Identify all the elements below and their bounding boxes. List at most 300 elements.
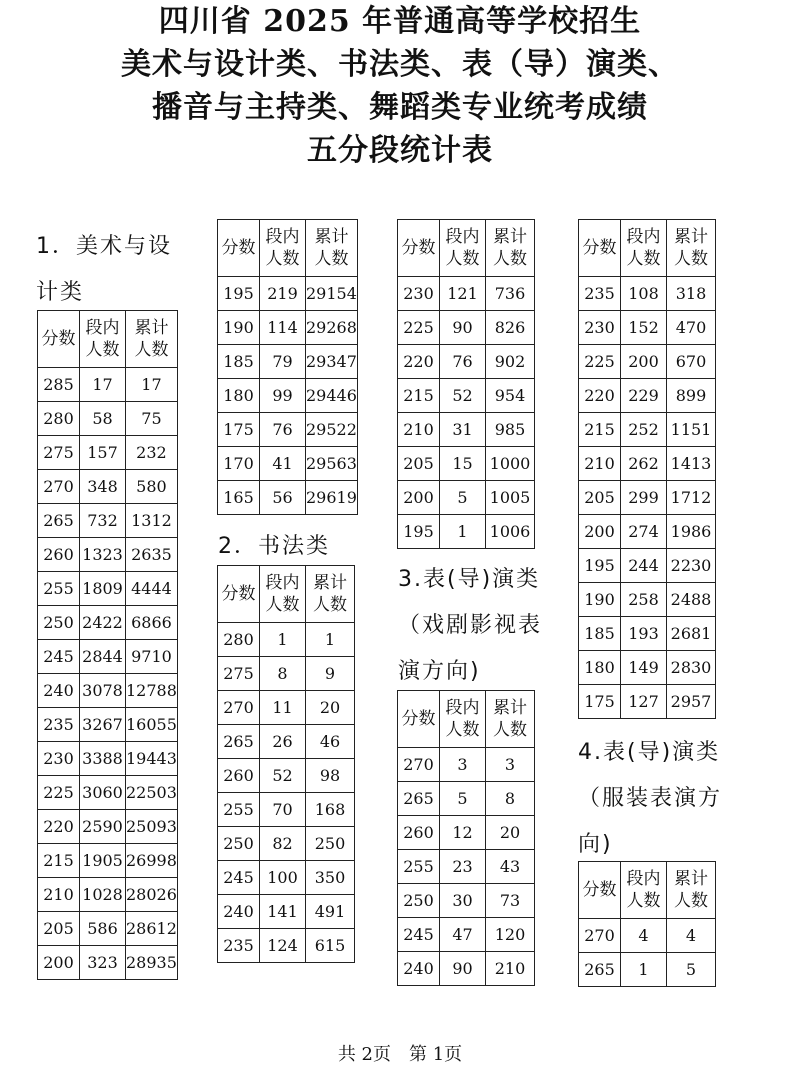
- cumulative-count-cell: 4444: [126, 572, 178, 606]
- score-table-art-part2: [217, 219, 358, 515]
- section-label-line: 计类: [36, 280, 85, 305]
- table-row: [579, 447, 716, 481]
- score-cell: 250: [398, 884, 440, 918]
- table-row: [38, 572, 178, 606]
- table-header-row: [579, 220, 716, 277]
- table-row: [579, 345, 716, 379]
- cumulative-count-cell: 168: [306, 793, 355, 827]
- table-row: [38, 606, 178, 640]
- score-cell: 245: [38, 640, 80, 674]
- cumulative-count-cell: 16055: [126, 708, 178, 742]
- table-row: [398, 515, 535, 549]
- title-line-1: 四川省 2025 年普通高等学校招生: [158, 4, 642, 39]
- table-header-row: [398, 691, 535, 748]
- score-cell: 245: [218, 861, 260, 895]
- header-cumulative-count: 累计人数: [486, 691, 535, 748]
- segment-count-cell: 586: [80, 912, 126, 946]
- score-cell: 230: [579, 311, 621, 345]
- score-cell: 265: [579, 953, 621, 987]
- segment-count-cell: 2844: [80, 640, 126, 674]
- segment-count-cell: 47: [440, 918, 486, 952]
- segment-count-cell: 141: [260, 895, 306, 929]
- table-row: [38, 470, 178, 504]
- table-row: [38, 402, 178, 436]
- table-row: [218, 691, 355, 725]
- cumulative-count-cell: 120: [486, 918, 535, 952]
- score-cell: 275: [38, 436, 80, 470]
- score-cell: 210: [398, 413, 440, 447]
- score-cell: 250: [38, 606, 80, 640]
- score-cell: 210: [38, 878, 80, 912]
- table-row: [398, 277, 535, 311]
- cumulative-count-cell: 1312: [126, 504, 178, 538]
- title-line-3: 播音与主持类、舞蹈类专业统考成绩: [152, 90, 648, 125]
- cumulative-count-cell: 954: [486, 379, 535, 413]
- header-cumulative-count: 累计人数: [306, 220, 358, 277]
- segment-count-cell: 149: [621, 651, 667, 685]
- header-score: 分数: [398, 220, 440, 277]
- cumulative-count-cell: 470: [667, 311, 716, 345]
- table-row: [218, 345, 358, 379]
- segment-count-cell: 4: [621, 919, 667, 953]
- segment-count-cell: 5: [440, 481, 486, 515]
- table-row: [579, 651, 716, 685]
- header-score: 分数: [218, 566, 260, 623]
- cumulative-count-cell: 29347: [306, 345, 358, 379]
- table-row: [218, 861, 355, 895]
- cumulative-count-cell: 232: [126, 436, 178, 470]
- cumulative-count-cell: 9710: [126, 640, 178, 674]
- header-score: 分数: [398, 691, 440, 748]
- table-header-row: [38, 311, 178, 368]
- cumulative-count-cell: 98: [306, 759, 355, 793]
- segment-count-cell: 23: [440, 850, 486, 884]
- cumulative-count-cell: 1712: [667, 481, 716, 515]
- header-segment-count: 段内人数: [260, 566, 306, 623]
- table-row: [218, 311, 358, 345]
- section-label-line: 向): [578, 832, 613, 857]
- table-row: [218, 277, 358, 311]
- header-cumulative-count: 累计人数: [667, 862, 716, 919]
- segment-count-cell: 252: [621, 413, 667, 447]
- table-row: [398, 782, 535, 816]
- score-cell: 215: [398, 379, 440, 413]
- cumulative-count-cell: 28612: [126, 912, 178, 946]
- segment-count-cell: 152: [621, 311, 667, 345]
- table-row: [218, 413, 358, 447]
- score-cell: 165: [218, 481, 260, 515]
- cumulative-count-cell: 29446: [306, 379, 358, 413]
- score-cell: 175: [218, 413, 260, 447]
- score-cell: 230: [38, 742, 80, 776]
- segment-count-cell: 244: [621, 549, 667, 583]
- cumulative-count-cell: 20: [486, 816, 535, 850]
- header-cumulative-count: 累计人数: [486, 220, 535, 277]
- header-score: 分数: [38, 311, 80, 368]
- score-cell: 270: [579, 919, 621, 953]
- segment-count-cell: 274: [621, 515, 667, 549]
- score-cell: 265: [38, 504, 80, 538]
- table-row: [579, 515, 716, 549]
- cumulative-count-cell: 46: [306, 725, 355, 759]
- cumulative-count-cell: 29154: [306, 277, 358, 311]
- score-cell: 260: [398, 816, 440, 850]
- score-cell: 190: [218, 311, 260, 345]
- section-label-costume: [578, 730, 722, 868]
- title-line-4: 五分段统计表: [307, 133, 493, 168]
- header-cumulative-count: 累计人数: [126, 311, 178, 368]
- cumulative-count-cell: 580: [126, 470, 178, 504]
- table-row: [38, 810, 178, 844]
- table-row: [579, 617, 716, 651]
- table-row: [218, 827, 355, 861]
- segment-count-cell: 76: [260, 413, 306, 447]
- segment-count-cell: 52: [440, 379, 486, 413]
- segment-count-cell: 121: [440, 277, 486, 311]
- cumulative-count-cell: 22503: [126, 776, 178, 810]
- table-row: [579, 583, 716, 617]
- header-cumulative-count: 累计人数: [306, 566, 355, 623]
- table-row: [218, 793, 355, 827]
- segment-count-cell: 193: [621, 617, 667, 651]
- segment-count-cell: 258: [621, 583, 667, 617]
- table-row: [38, 674, 178, 708]
- table-row: [218, 623, 355, 657]
- score-cell: 185: [579, 617, 621, 651]
- score-cell: 200: [398, 481, 440, 515]
- cumulative-count-cell: 1000: [486, 447, 535, 481]
- score-cell: 250: [218, 827, 260, 861]
- score-cell: 220: [38, 810, 80, 844]
- segment-count-cell: 1809: [80, 572, 126, 606]
- segment-count-cell: 219: [260, 277, 306, 311]
- score-cell: 175: [579, 685, 621, 719]
- segment-count-cell: 8: [260, 657, 306, 691]
- segment-count-cell: 5: [440, 782, 486, 816]
- score-cell: 205: [398, 447, 440, 481]
- table-row: [218, 379, 358, 413]
- score-cell: 225: [38, 776, 80, 810]
- cumulative-count-cell: 29563: [306, 447, 358, 481]
- score-cell: 235: [218, 929, 260, 963]
- cumulative-count-cell: 12788: [126, 674, 178, 708]
- table-row: [579, 481, 716, 515]
- cumulative-count-cell: 6866: [126, 606, 178, 640]
- table-row: [579, 919, 716, 953]
- score-cell: 280: [218, 623, 260, 657]
- cumulative-count-cell: 736: [486, 277, 535, 311]
- segment-count-cell: 200: [621, 345, 667, 379]
- header-segment-count: 段内人数: [260, 220, 306, 277]
- table-row: [218, 447, 358, 481]
- cumulative-count-cell: 1006: [486, 515, 535, 549]
- section-label-calligraphy: [218, 524, 330, 570]
- segment-count-cell: 1905: [80, 844, 126, 878]
- table-row: [38, 742, 178, 776]
- segment-count-cell: 3078: [80, 674, 126, 708]
- segment-count-cell: 17: [80, 368, 126, 402]
- segment-count-cell: 3060: [80, 776, 126, 810]
- score-cell: 225: [398, 311, 440, 345]
- section-label-line: 2．书法类: [218, 534, 330, 559]
- table-header-row: [579, 862, 716, 919]
- table-row: [398, 952, 535, 986]
- table-row: [38, 776, 178, 810]
- section-label-line: 演方向): [398, 659, 481, 684]
- table-row: [579, 379, 716, 413]
- table-row: [398, 379, 535, 413]
- table-header-row: [218, 220, 358, 277]
- segment-count-cell: 76: [440, 345, 486, 379]
- cumulative-count-cell: 899: [667, 379, 716, 413]
- score-table-calligraphy-part1: [217, 565, 355, 963]
- score-cell: 235: [579, 277, 621, 311]
- segment-count-cell: 41: [260, 447, 306, 481]
- segment-count-cell: 30: [440, 884, 486, 918]
- segment-count-cell: 1: [621, 953, 667, 987]
- score-cell: 230: [398, 277, 440, 311]
- segment-count-cell: 1323: [80, 538, 126, 572]
- score-cell: 195: [218, 277, 260, 311]
- segment-count-cell: 127: [621, 685, 667, 719]
- table-row: [398, 413, 535, 447]
- section-label-line: （戏剧影视表: [398, 613, 543, 638]
- table-row: [38, 504, 178, 538]
- segment-count-cell: 90: [440, 311, 486, 345]
- table-row: [398, 311, 535, 345]
- cumulative-count-cell: 1413: [667, 447, 716, 481]
- segment-count-cell: 323: [80, 946, 126, 980]
- score-table-costume-part1: [578, 861, 716, 987]
- cumulative-count-cell: 2230: [667, 549, 716, 583]
- score-cell: 205: [38, 912, 80, 946]
- score-cell: 275: [218, 657, 260, 691]
- segment-count-cell: 2422: [80, 606, 126, 640]
- segment-count-cell: 114: [260, 311, 306, 345]
- segment-count-cell: 100: [260, 861, 306, 895]
- table-row: [579, 277, 716, 311]
- segment-count-cell: 31: [440, 413, 486, 447]
- segment-count-cell: 3267: [80, 708, 126, 742]
- score-cell: 270: [398, 748, 440, 782]
- segment-count-cell: 1: [260, 623, 306, 657]
- score-cell: 170: [218, 447, 260, 481]
- cumulative-count-cell: 29619: [306, 481, 358, 515]
- header-segment-count: 段内人数: [621, 220, 667, 277]
- table-row: [38, 946, 178, 980]
- section-label-line: 1．美术与设: [36, 234, 172, 259]
- table-row: [398, 748, 535, 782]
- score-cell: 210: [579, 447, 621, 481]
- header-score: 分数: [579, 862, 621, 919]
- score-table-drama-part2: [578, 219, 716, 719]
- score-cell: 220: [579, 379, 621, 413]
- segment-count-cell: 70: [260, 793, 306, 827]
- cumulative-count-cell: 8: [486, 782, 535, 816]
- score-cell: 255: [218, 793, 260, 827]
- cumulative-count-cell: 318: [667, 277, 716, 311]
- table-row: [218, 481, 358, 515]
- segment-count-cell: 124: [260, 929, 306, 963]
- score-cell: 240: [38, 674, 80, 708]
- cumulative-count-cell: 28935: [126, 946, 178, 980]
- table-row: [579, 413, 716, 447]
- table-row: [38, 878, 178, 912]
- segment-count-cell: 1028: [80, 878, 126, 912]
- table-row: [38, 844, 178, 878]
- segment-count-cell: 99: [260, 379, 306, 413]
- table-row: [218, 725, 355, 759]
- cumulative-count-cell: 2681: [667, 617, 716, 651]
- score-cell: 270: [218, 691, 260, 725]
- cumulative-count-cell: 250: [306, 827, 355, 861]
- score-table-calligraphy-part2: [397, 219, 535, 549]
- score-table-art-part1: [37, 310, 178, 980]
- score-cell: 255: [398, 850, 440, 884]
- cumulative-count-cell: 826: [486, 311, 535, 345]
- segment-count-cell: 12: [440, 816, 486, 850]
- cumulative-count-cell: 1151: [667, 413, 716, 447]
- section-label-drama: [398, 557, 542, 695]
- document-title: [0, 0, 800, 172]
- table-header-row: [218, 566, 355, 623]
- segment-count-cell: 732: [80, 504, 126, 538]
- cumulative-count-cell: 20: [306, 691, 355, 725]
- table-row: [218, 895, 355, 929]
- segment-count-cell: 58: [80, 402, 126, 436]
- cumulative-count-cell: 985: [486, 413, 535, 447]
- table-row: [38, 538, 178, 572]
- score-cell: 185: [218, 345, 260, 379]
- score-cell: 255: [38, 572, 80, 606]
- cumulative-count-cell: 2488: [667, 583, 716, 617]
- cumulative-count-cell: 43: [486, 850, 535, 884]
- table-row: [38, 436, 178, 470]
- score-cell: 240: [398, 952, 440, 986]
- cumulative-count-cell: 1005: [486, 481, 535, 515]
- table-row: [579, 311, 716, 345]
- table-row: [579, 953, 716, 987]
- cumulative-count-cell: 2635: [126, 538, 178, 572]
- segment-count-cell: 157: [80, 436, 126, 470]
- segment-count-cell: 82: [260, 827, 306, 861]
- header-score: 分数: [579, 220, 621, 277]
- section-label-art: [36, 224, 172, 316]
- header-segment-count: 段内人数: [440, 220, 486, 277]
- cumulative-count-cell: 350: [306, 861, 355, 895]
- score-cell: 225: [579, 345, 621, 379]
- cumulative-count-cell: 9: [306, 657, 355, 691]
- table-header-row: [398, 220, 535, 277]
- score-cell: 280: [38, 402, 80, 436]
- cumulative-count-cell: 491: [306, 895, 355, 929]
- segment-count-cell: 1: [440, 515, 486, 549]
- segment-count-cell: 348: [80, 470, 126, 504]
- score-cell: 215: [579, 413, 621, 447]
- segment-count-cell: 15: [440, 447, 486, 481]
- score-cell: 265: [398, 782, 440, 816]
- cumulative-count-cell: 75: [126, 402, 178, 436]
- score-cell: 270: [38, 470, 80, 504]
- cumulative-count-cell: 2830: [667, 651, 716, 685]
- table-row: [398, 850, 535, 884]
- cumulative-count-cell: 28026: [126, 878, 178, 912]
- cumulative-count-cell: 5: [667, 953, 716, 987]
- table-row: [38, 640, 178, 674]
- score-cell: 190: [579, 583, 621, 617]
- score-cell: 220: [398, 345, 440, 379]
- cumulative-count-cell: 210: [486, 952, 535, 986]
- score-cell: 200: [38, 946, 80, 980]
- score-cell: 285: [38, 368, 80, 402]
- cumulative-count-cell: 29522: [306, 413, 358, 447]
- cumulative-count-cell: 4: [667, 919, 716, 953]
- score-cell: 200: [579, 515, 621, 549]
- table-row: [218, 657, 355, 691]
- score-cell: 245: [398, 918, 440, 952]
- table-row: [218, 759, 355, 793]
- segment-count-cell: 11: [260, 691, 306, 725]
- cumulative-count-cell: 1: [306, 623, 355, 657]
- header-segment-count: 段内人数: [80, 311, 126, 368]
- score-cell: 180: [218, 379, 260, 413]
- score-cell: 215: [38, 844, 80, 878]
- segment-count-cell: 3388: [80, 742, 126, 776]
- table-row: [398, 481, 535, 515]
- segment-count-cell: 3: [440, 748, 486, 782]
- page-footer: 共 2页 第 1页: [337, 1044, 463, 1065]
- cumulative-count-cell: 29268: [306, 311, 358, 345]
- score-cell: 195: [579, 549, 621, 583]
- segment-count-cell: 229: [621, 379, 667, 413]
- cumulative-count-cell: 73: [486, 884, 535, 918]
- score-cell: 265: [218, 725, 260, 759]
- score-cell: 180: [579, 651, 621, 685]
- table-row: [579, 685, 716, 719]
- section-label-line: 4.表(导)演类: [578, 740, 721, 765]
- cumulative-count-cell: 615: [306, 929, 355, 963]
- segment-count-cell: 56: [260, 481, 306, 515]
- cumulative-count-cell: 1986: [667, 515, 716, 549]
- cumulative-count-cell: 902: [486, 345, 535, 379]
- cumulative-count-cell: 25093: [126, 810, 178, 844]
- section-label-line: 3.表(导)演类: [398, 567, 541, 592]
- segment-count-cell: 108: [621, 277, 667, 311]
- table-row: [579, 549, 716, 583]
- segment-count-cell: 79: [260, 345, 306, 379]
- table-row: [218, 929, 355, 963]
- segment-count-cell: 90: [440, 952, 486, 986]
- table-row: [38, 708, 178, 742]
- table-row: [398, 447, 535, 481]
- cumulative-count-cell: 3: [486, 748, 535, 782]
- segment-count-cell: 2590: [80, 810, 126, 844]
- cumulative-count-cell: 26998: [126, 844, 178, 878]
- table-row: [398, 918, 535, 952]
- table-row: [38, 368, 178, 402]
- segment-count-cell: 52: [260, 759, 306, 793]
- header-segment-count: 段内人数: [440, 691, 486, 748]
- table-row: [38, 912, 178, 946]
- score-cell: 260: [218, 759, 260, 793]
- header-cumulative-count: 累计人数: [667, 220, 716, 277]
- cumulative-count-cell: 19443: [126, 742, 178, 776]
- score-cell: 240: [218, 895, 260, 929]
- segment-count-cell: 262: [621, 447, 667, 481]
- score-cell: 195: [398, 515, 440, 549]
- segment-count-cell: 299: [621, 481, 667, 515]
- cumulative-count-cell: 2957: [667, 685, 716, 719]
